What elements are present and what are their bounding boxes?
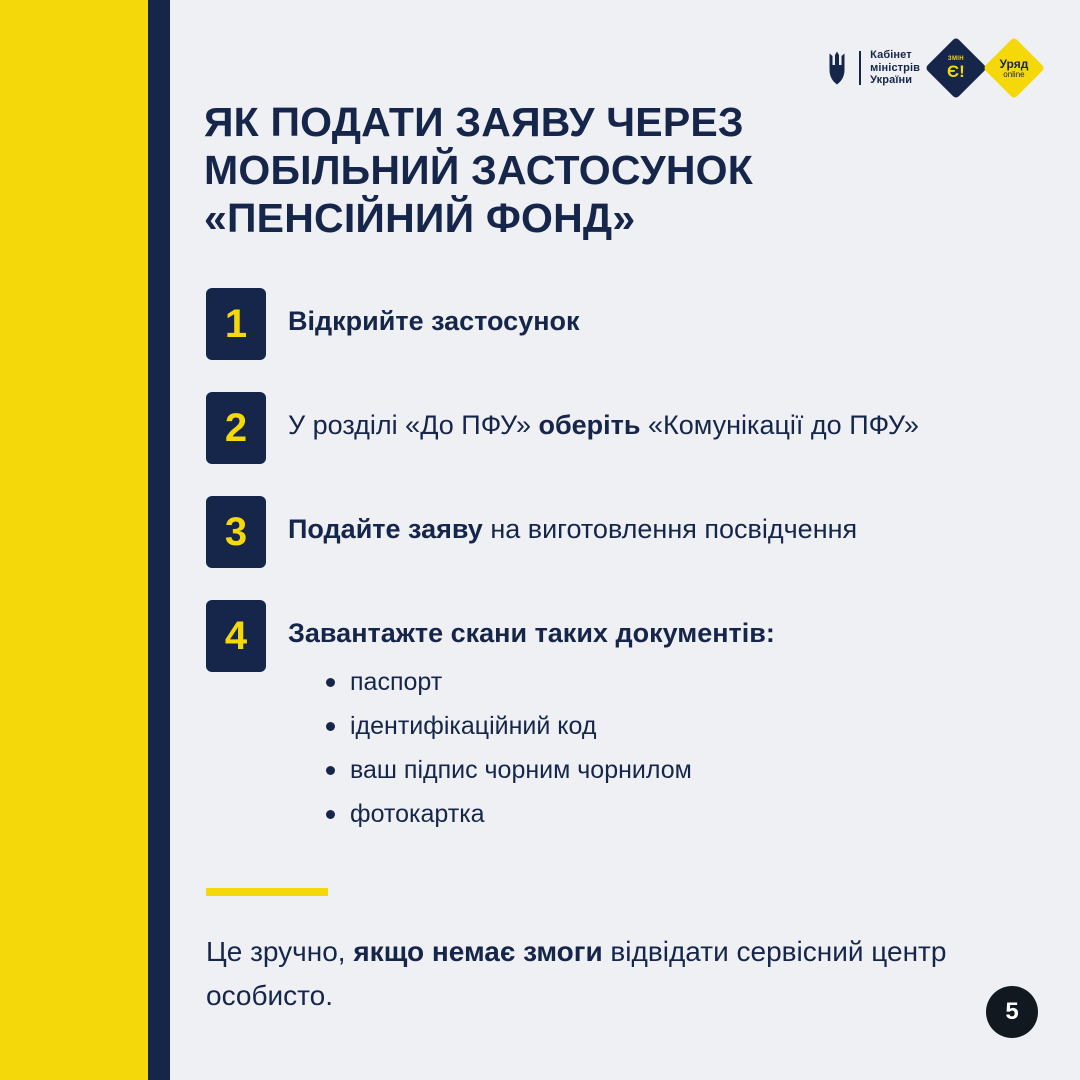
uryad-online-logo <box>983 37 1045 99</box>
step-item <box>206 288 996 360</box>
section-divider <box>206 888 328 896</box>
page-number-badge: 5 <box>986 986 1038 1038</box>
zmin-label: ЗМІН <box>948 55 964 62</box>
step-text <box>288 512 857 546</box>
document-item: паспорт <box>288 660 775 704</box>
step-text-bold: Відкрийте застосунок <box>288 306 580 336</box>
cabinet-of-ministers-logo <box>824 49 920 87</box>
step-item <box>206 496 996 568</box>
footer-after: відвідати сервісний центр особисто. <box>206 936 947 1011</box>
footer-note <box>206 930 996 1018</box>
logo-divider <box>859 51 861 85</box>
step-body <box>288 392 919 442</box>
cmu-line-2: міністрів <box>870 61 920 74</box>
step-body <box>288 496 857 546</box>
cmu-line-3: України <box>870 74 913 87</box>
step-number-badge: 4 <box>206 600 266 672</box>
step-text-bold: Подайте заяву <box>288 514 483 544</box>
tryzub-icon <box>824 51 850 85</box>
step-text-bold: оберіть <box>538 410 641 440</box>
page-title: ЯК ПОДАТИ ЗАЯВУ ЧЕРЕЗ МОБІЛЬНИЙ ЗАСТОСУНОК «ПЕНСІЙНИЙ ФОНД» <box>204 99 753 241</box>
step-number-badge: 3 <box>206 496 266 568</box>
step-text-bold: Завантажте скани таких документів: <box>288 618 775 648</box>
zmin-ye-logo <box>925 37 987 99</box>
step-number-badge: 1 <box>206 288 266 360</box>
documents-list <box>288 660 775 836</box>
left-yellow-bar <box>0 0 148 1080</box>
step-text <box>288 304 580 338</box>
ye-label: Є! <box>947 61 965 81</box>
step-item <box>206 392 996 464</box>
document-item: фотокартка <box>288 792 775 836</box>
step-text-before: У розділі «До ПФУ» <box>288 410 539 440</box>
step-body <box>288 600 775 836</box>
document-item: ваш підпис чорним чорнилом <box>288 748 775 792</box>
step-item <box>206 600 996 836</box>
step-text <box>288 616 775 650</box>
logo-strip <box>824 46 1036 90</box>
step-text-after: «Комунікації до ПФУ» <box>640 410 919 440</box>
left-navy-bar <box>148 0 170 1080</box>
step-text <box>288 408 919 442</box>
uryad-online-inner <box>1000 58 1029 79</box>
step-text-after: на виготовлення посвідчення <box>482 514 858 544</box>
footer-bold: якщо немає змоги <box>353 936 603 967</box>
step-body <box>288 288 580 338</box>
document-item: ідентифікаційний код <box>288 704 775 748</box>
cmu-line-1: Кабінет <box>870 49 912 62</box>
steps-list <box>206 288 996 868</box>
uryad-label: Уряд <box>999 56 1029 71</box>
online-label: online <box>1003 69 1025 79</box>
footer-before: Це зручно, <box>206 936 354 967</box>
cabinet-of-ministers-label <box>870 49 920 87</box>
step-number-badge: 2 <box>206 392 266 464</box>
zmin-ye-inner <box>947 56 965 80</box>
